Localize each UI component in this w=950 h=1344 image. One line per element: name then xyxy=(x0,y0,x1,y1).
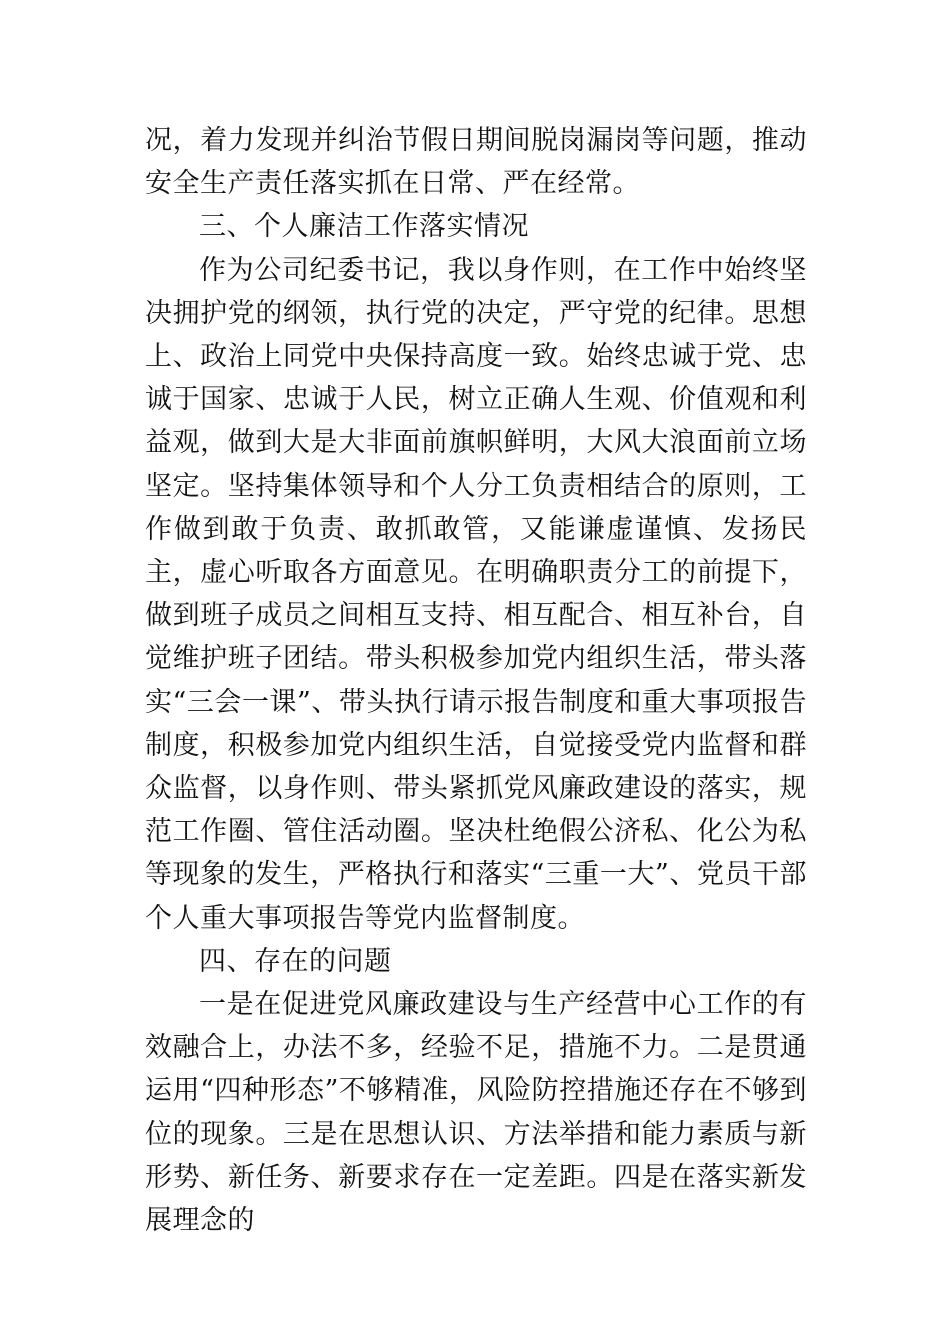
paragraph-problems: 一是在促进党风廉政建设与生产经营中心工作的有效融合上，办法不多，经验不足，措施不力。二是贯通运用“四种形态”不够精准，风险防控措施还存在不够到位的现象。三是在思想认识、方法举措和能力素质与新形势、新任务、新要求存在一定差距。四是在落实新发展理念的 xyxy=(145,989,807,1237)
section-heading-personal-integrity: 三、个人廉洁工作落实情况 xyxy=(199,211,529,243)
paragraph-personal-integrity: 作为公司纪委书记，我以身作则，在工作中始终坚决拥护党的纲领，执行党的决定，严守党的纪律。思想上、政治上同党中央保持高度一致。始终忠诚于党、忠诚于国家、忠诚于人民，树立正确人生观、价值观和利益观，做到大是大非面前旗帜鲜明，大风大浪面前立场坚定。坚持集体领导和个人分工负责相结合的原则，工作做到敢于负责、敢抓敢管，又能谦虚谨慎、发扬民主，虚心听取各方面意见。在明确职责分工的前提下，做到班子成员之间相互支持、相互配合、相互补台，自觉维护班子团结。带头积极参加党内组织生活，带头落实“三会一课”、带头执行请示报告制度和重大事项报告制度，积极参加党内组织生活，自觉接受党内监督和群众监督，以身作则、带头紧抓党风廉政建设的落实，规范工作圈、管住活动圈。坚决杜绝假公济私、化公为私等现象的发生，严格执行和落实“三重一大”、党员干部个人重大事项报告等党内监督制度。 xyxy=(145,254,807,934)
section-heading-problems: 四、存在的问题 xyxy=(199,945,392,977)
paragraph-continuation: 况，着力发现并纠治节假日期间脱岗漏岗等问题，推动安全生产责任落实抓在日常、严在经常。 xyxy=(145,125,807,200)
document-body xyxy=(145,119,807,1242)
